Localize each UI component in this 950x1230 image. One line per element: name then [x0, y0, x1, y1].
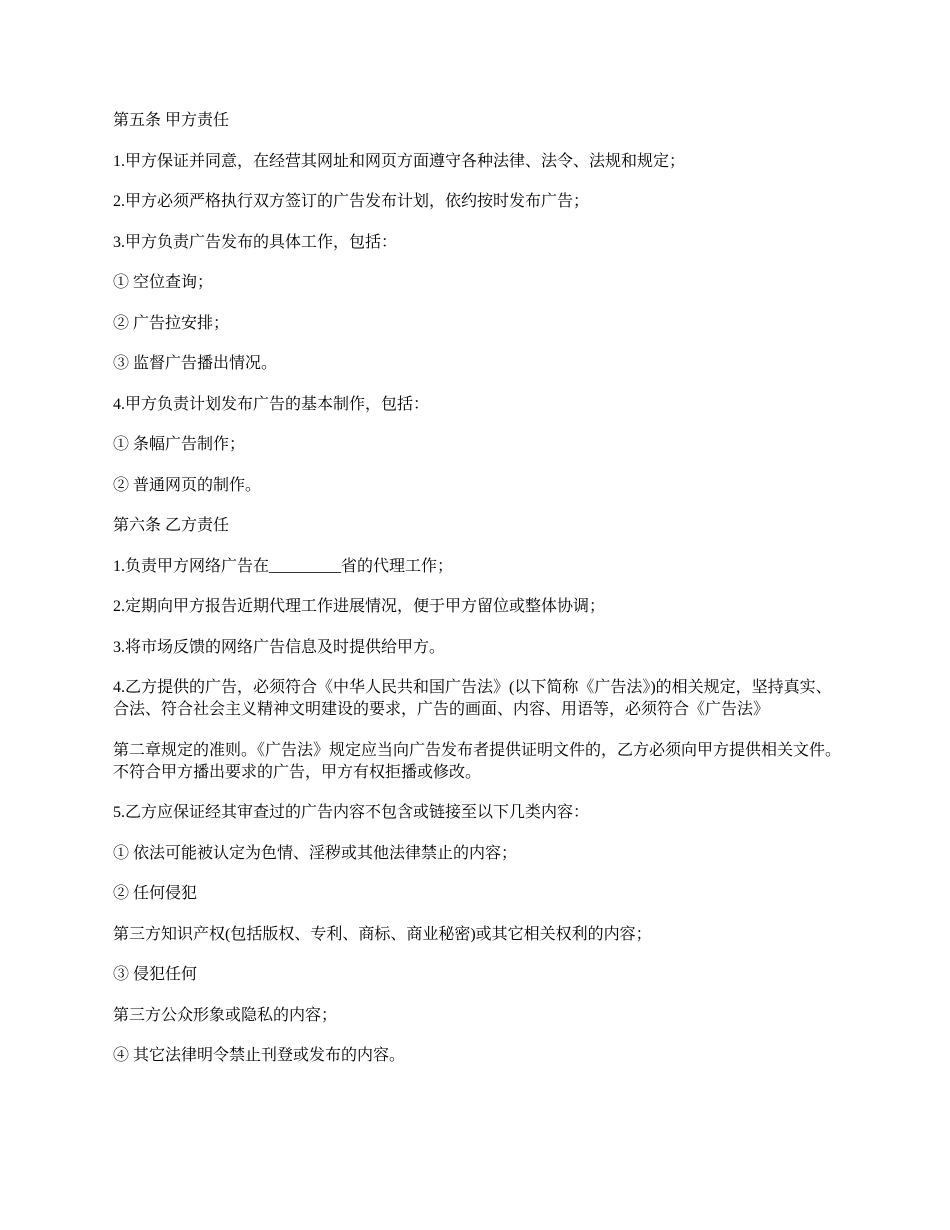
document-body [113, 110, 841, 1086]
paragraph: 1.负责甲方网络广告在_________省的代理工作； [113, 557, 454, 575]
list-item: ① 依法可能被认定为色情、淫秽或其他法律禁止的内容； [113, 844, 518, 862]
paragraph: 2.定期向甲方报告近期代理工作进展情况，便于甲方留位或整体协调； [113, 598, 606, 615]
list-item: ② 广告拉安排； [113, 314, 230, 332]
list-item: ③ 监督广告播出情况。 [113, 355, 278, 372]
paragraph: 4.乙方提供的广告，必须符合《中华人民共和国广告法》(以下简称《广告法》)的相关规定，坚持真实、合法、符合社会主义精神文明建设的要求，广告的画面、内容、用语等，必须符合《广告法》 [113, 679, 832, 718]
paragraph: 3.甲方负责广告发布的具体工作，包括： [113, 233, 398, 251]
section-heading-article-5: 第五条 甲方责任 [113, 112, 230, 129]
paragraph: 5.乙方应保证经其审查过的广告内容不包含或链接至以下几类内容： [113, 804, 590, 821]
list-item: ② 任何侵犯 [113, 885, 198, 902]
paragraph: 1.甲方保证并同意，在经营其网址和网页方面遵守各种法律、法令、法规和规定； [113, 152, 686, 170]
list-item: ② 普通网页的制作。 [113, 476, 262, 494]
list-item: ④ 其它法律明令禁止刊登或发布的内容。 [113, 1047, 406, 1064]
paragraph: 第三方知识产权(包括版权、专利、商标、商业秘密)或其它相关权利的内容； [113, 925, 652, 943]
paragraph: 第二章规定的准则。《广告法》规定应当向广告发布者提供证明文件的，乙方必须向甲方提供相关文件。不符合甲方播出要求的广告，甲方有权拒播或修改。 [113, 741, 842, 781]
list-item: ① 条幅广告制作； [113, 436, 246, 453]
section-heading-article-6: 第六条 乙方责任 [113, 517, 230, 534]
paragraph: 4.甲方负责计划发布广告的基本制作，包括： [113, 395, 430, 413]
list-item: ① 空位查询； [113, 274, 214, 291]
paragraph: 2.甲方必须严格执行双方签订的广告发布计划，依约按时发布广告； [113, 193, 590, 210]
list-item: ③ 侵犯任何 [113, 966, 198, 983]
paragraph: 3.将市场反馈的网络广告信息及时提供给甲方。 [113, 638, 446, 656]
paragraph: 第三方公众形象或隐私的内容； [113, 1006, 338, 1024]
